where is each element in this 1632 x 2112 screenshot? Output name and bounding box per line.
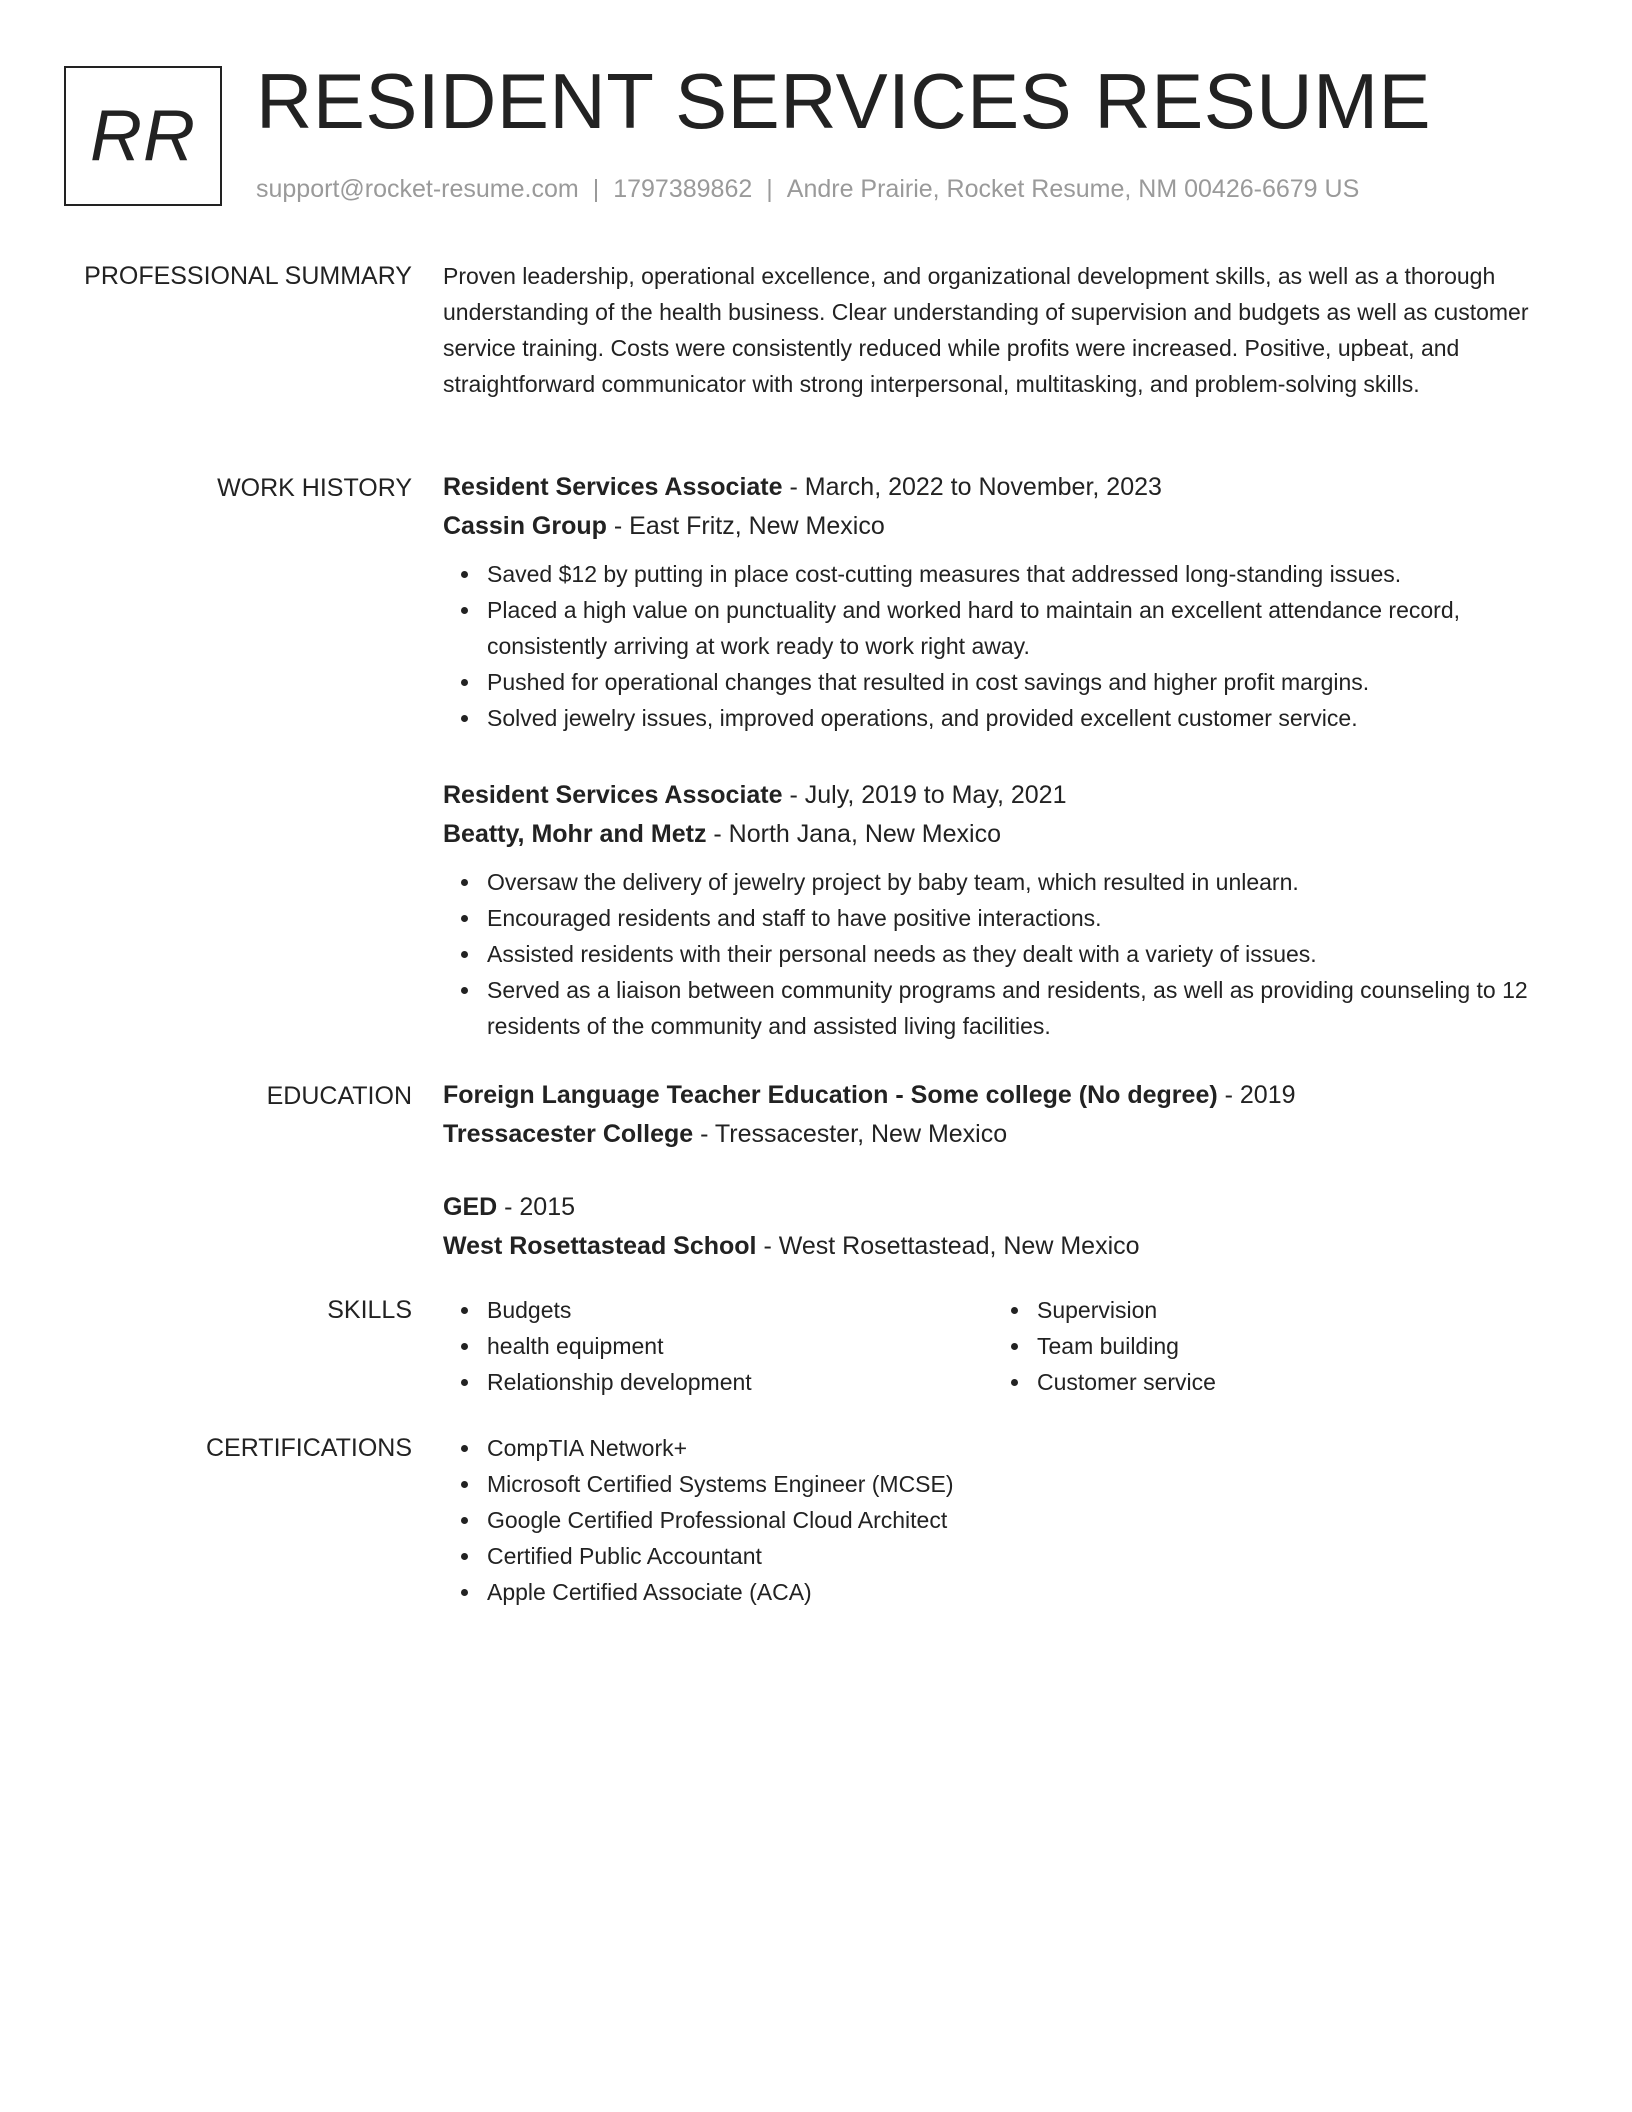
education-entry [443, 1188, 1543, 1266]
job-company: Beatty, Mohr and Metz [443, 820, 707, 848]
contact-address: Andre Prairie, Rocket Resume, NM 00426-6679 US [786, 175, 1360, 203]
section-label-education: EDUCATION [266, 1082, 412, 1110]
education-body [443, 1076, 1543, 1266]
job-company: Cassin Group [443, 512, 607, 540]
certification-item: Microsoft Certified Systems Engineer (MCSE) [487, 1466, 1543, 1502]
education-school-line [443, 1115, 1543, 1154]
skill-item: Budgets [487, 1292, 993, 1328]
education-entry [443, 1076, 1543, 1154]
education-location: - Tressacester, New Mexico [693, 1120, 1008, 1148]
skills-column-left [443, 1292, 993, 1400]
job-title: Resident Services Associate [443, 781, 783, 809]
section-label-skills: SKILLS [327, 1296, 412, 1324]
contact-line [256, 172, 1359, 206]
job-bullets [443, 556, 1543, 736]
monogram-logo: RR [64, 66, 222, 206]
education-school: West Rosettastead School [443, 1232, 757, 1260]
skill-item: Team building [1037, 1328, 1543, 1364]
skill-item: Customer service [1037, 1364, 1543, 1400]
education-school-line [443, 1227, 1543, 1266]
contact-email: support@rocket-resume.com [256, 175, 579, 203]
skills-body [443, 1292, 1543, 1400]
job-bullet: Served as a liaison between community programs and residents, as well as providing counseling to 12 residents of the community and assisted living facilities. [487, 972, 1543, 1044]
job-dates: - March, 2022 to November, 2023 [782, 473, 1162, 501]
job-title-line [443, 776, 1543, 815]
skill-item: Relationship development [487, 1364, 993, 1400]
skills-grid [443, 1292, 1543, 1400]
job-entry [443, 468, 1543, 736]
job-company-line [443, 507, 1543, 546]
job-bullets [443, 864, 1543, 1044]
job-dates: - July, 2019 to May, 2021 [782, 781, 1067, 809]
job-company-line [443, 815, 1543, 854]
job-bullet: Encouraged residents and staff to have positive interactions. [487, 900, 1543, 936]
job-bullet: Assisted residents with their personal needs as they dealt with a variety of issues. [487, 936, 1543, 972]
skills-column-right [993, 1292, 1543, 1400]
job-bullet: Solved jewelry issues, improved operations, and provided excellent customer service. [487, 700, 1543, 736]
education-degree-line [443, 1188, 1543, 1227]
education-year: - 2015 [497, 1193, 576, 1221]
skill-item: Supervision [1037, 1292, 1543, 1328]
contact-separator: | [766, 175, 773, 203]
job-bullet: Placed a high value on punctuality and worked hard to maintain an excellent attendance record, consistently arriving at work ready to work right away. [487, 592, 1543, 664]
section-label-work-history: WORK HISTORY [217, 474, 412, 502]
job-title-line [443, 468, 1543, 507]
job-entry [443, 776, 1543, 1044]
job-location: - North Jana, New Mexico [706, 820, 1001, 848]
education-year: - 2019 [1217, 1081, 1296, 1109]
job-title: Resident Services Associate [443, 473, 783, 501]
education-school: Tressacester College [443, 1120, 694, 1148]
work-history-body [443, 468, 1543, 1044]
skill-item: health equipment [487, 1328, 993, 1364]
education-location: - West Rosettastead, New Mexico [756, 1232, 1140, 1260]
certification-item: Google Certified Professional Cloud Architect [487, 1502, 1543, 1538]
job-location: - East Fritz, New Mexico [606, 512, 885, 540]
education-degree: GED [443, 1193, 498, 1221]
job-bullet: Oversaw the delivery of jewelry project by baby team, which resulted in unlearn. [487, 864, 1543, 900]
section-label-summary: PROFESSIONAL SUMMARY [84, 262, 412, 290]
education-degree: Foreign Language Teacher Education - Some college (No degree) [443, 1081, 1218, 1109]
certification-item: CompTIA Network+ [487, 1430, 1543, 1466]
job-bullet: Saved $12 by putting in place cost-cutting measures that addressed long-standing issues. [487, 556, 1543, 592]
contact-phone: 1797389862 [613, 175, 753, 203]
certification-item: Certified Public Accountant [487, 1538, 1543, 1574]
job-bullet: Pushed for operational changes that resulted in cost savings and higher profit margins. [487, 664, 1543, 700]
certifications-list [443, 1430, 1543, 1610]
section-label-certifications: CERTIFICATIONS [205, 1434, 412, 1462]
resume-title: RESIDENT SERVICES RESUME [256, 57, 1432, 145]
summary-text: Proven leadership, operational excellence, and organizational development skills, as well as a thorough understanding of the health business. Clear understanding of supervision and budgets as well as customer service training. Costs were consistently reduced while profits were increased. Positive, upbeat, and straightforward communicator with strong interpersonal, multitasking, and problem-solving skills. [443, 263, 1529, 397]
education-degree-line [443, 1076, 1543, 1115]
summary-body [443, 258, 1543, 402]
certifications-body [443, 1430, 1543, 1610]
contact-separator: | [592, 175, 600, 203]
certification-item: Apple Certified Associate (ACA) [487, 1574, 1543, 1610]
